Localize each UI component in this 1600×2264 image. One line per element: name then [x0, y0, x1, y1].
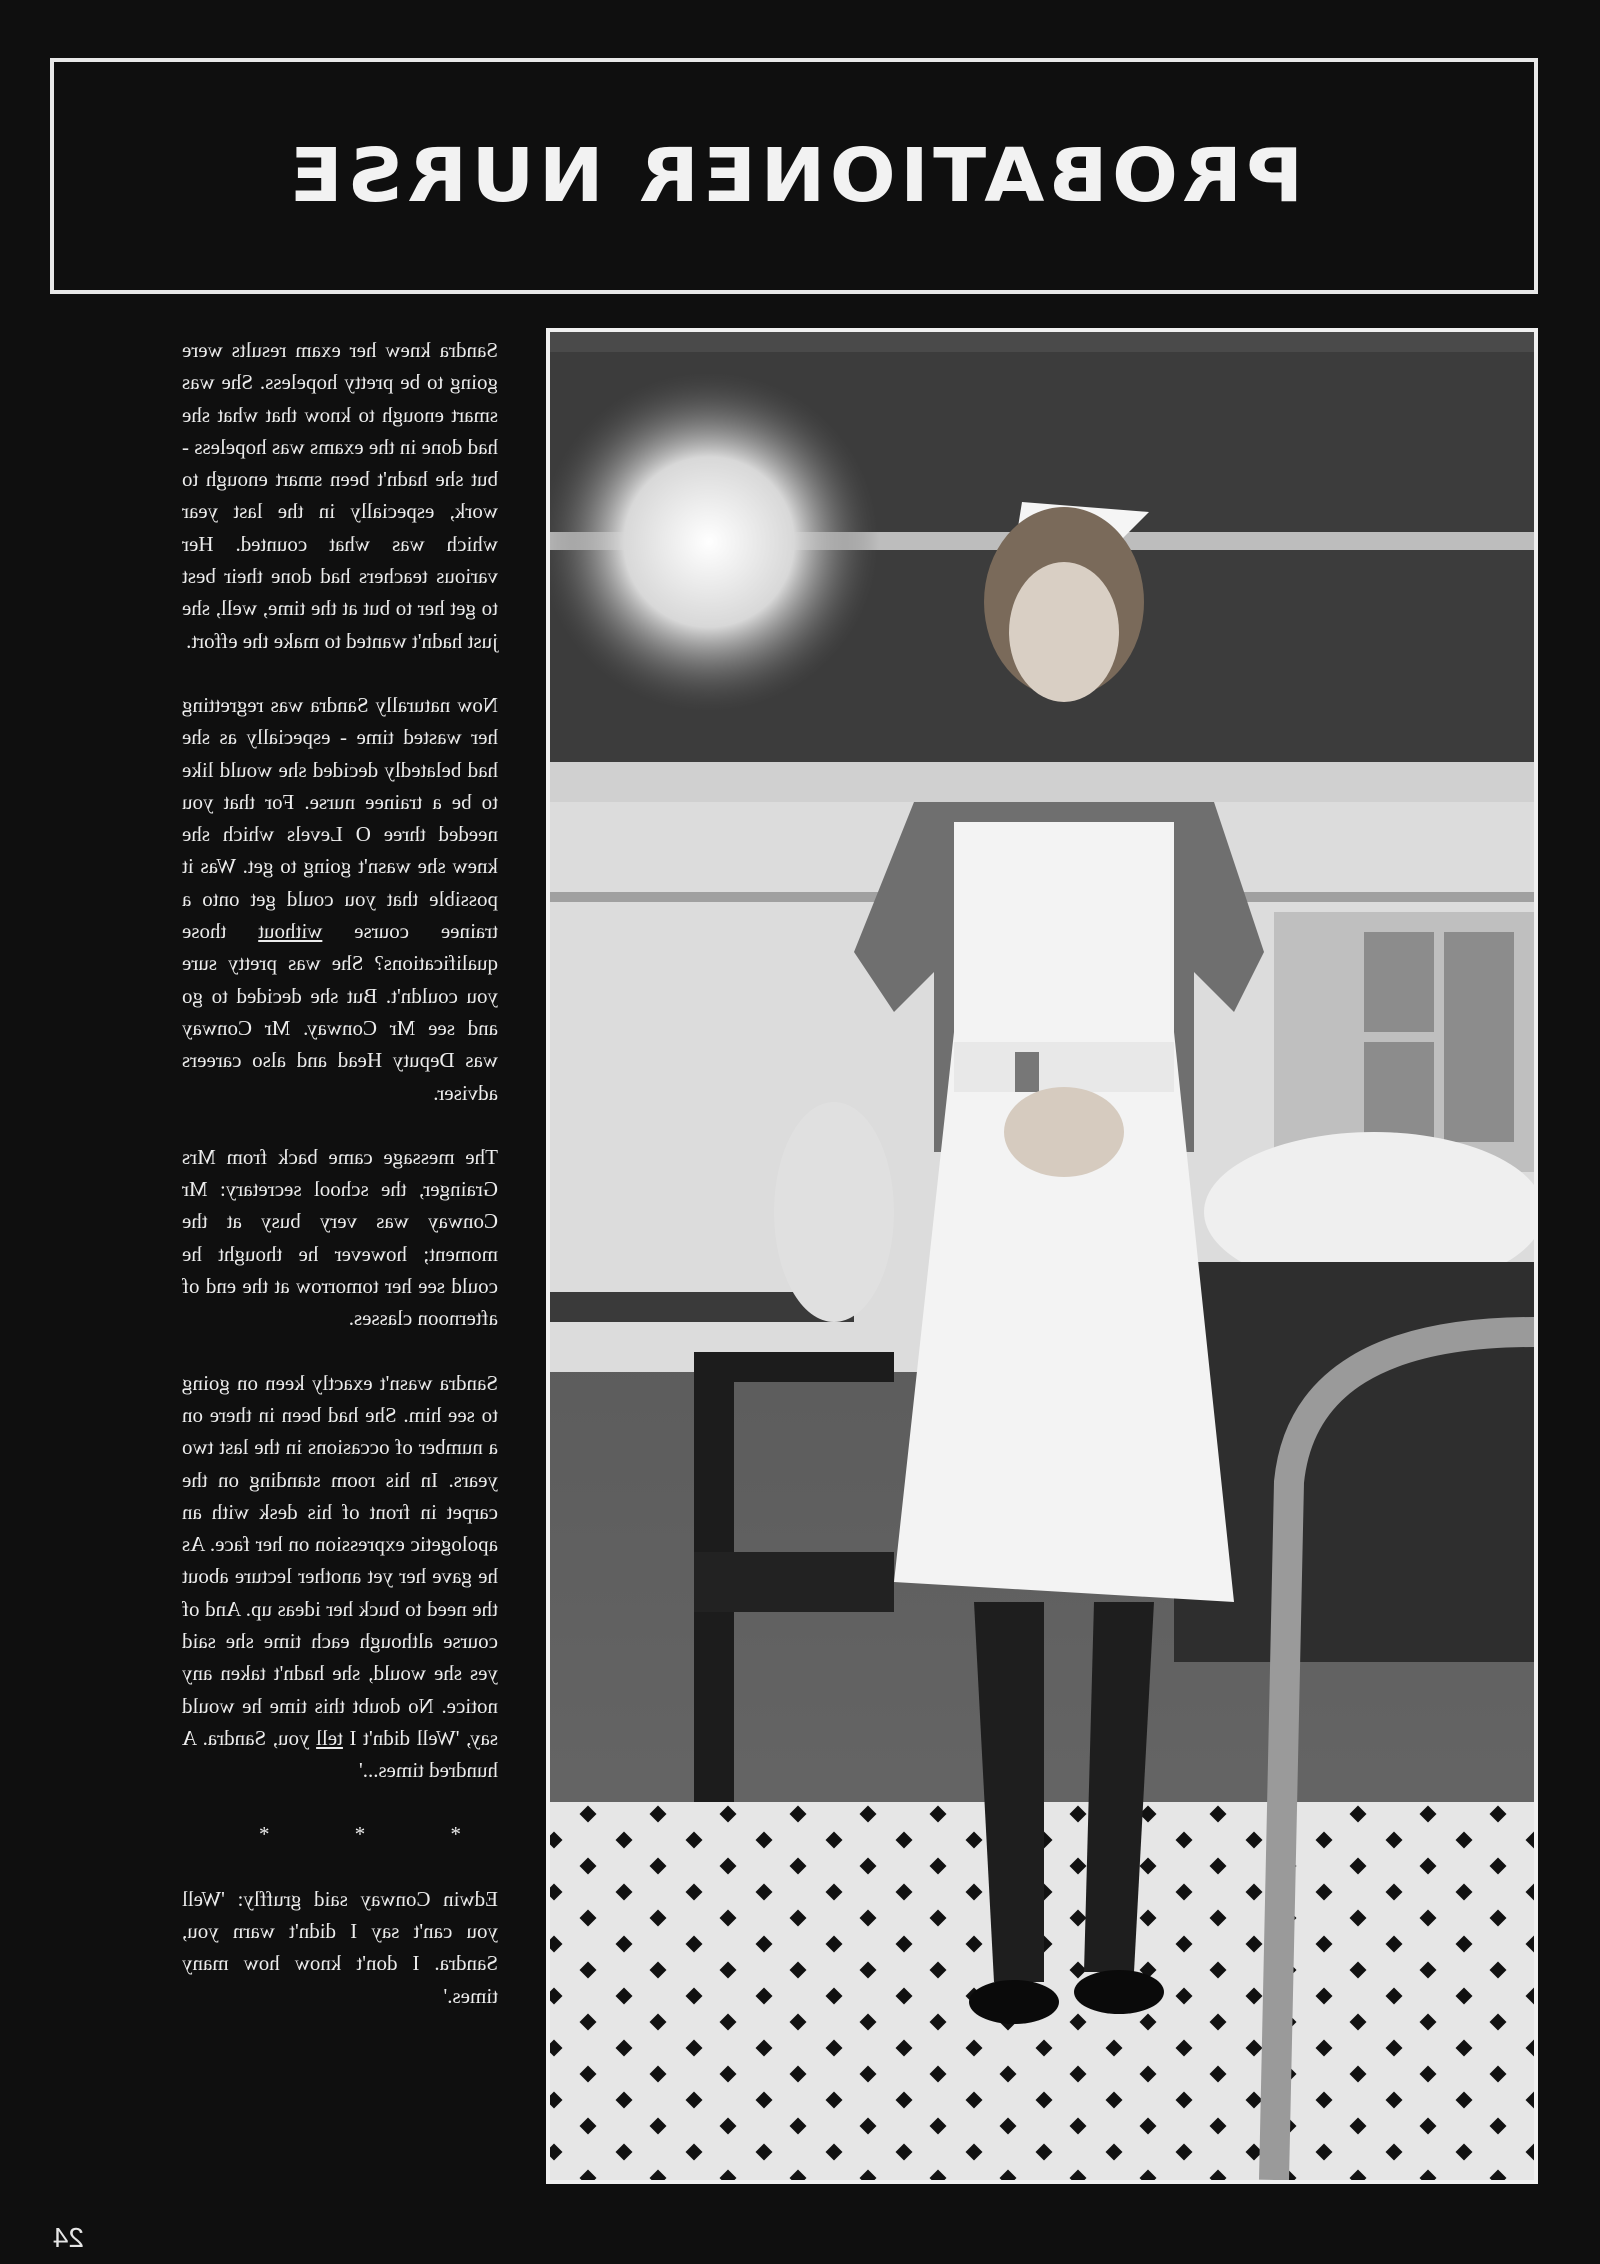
story-paragraph-4 — [182, 1367, 498, 1787]
emphasis-tell: tell — [316, 1725, 343, 1750]
story-paragraph-3: The message came back from Mrs Grainger, the school secretary: Mr Conway was very busy at the moment; however he thought he could see her tomorrow at the end of afternoon classes. — [182, 1144, 498, 1331]
page-number: 24 — [52, 2222, 84, 2253]
story-paragraph-2-start: Now naturally Sandra was regretting her wasted time - especially as she had belatedly decided she would like to be a trainee nurse. For that you needed three O Levels which she knew she wasn't going to get. Was it possible that you could get onto a trainee course — [182, 692, 498, 944]
story-paragraph-2 — [182, 689, 498, 1109]
story-text — [182, 334, 498, 2044]
story-paragraph-4-end: you, Sandra. A hundred times...' — [182, 1725, 498, 1783]
story-photo — [546, 328, 1538, 2184]
page-title: PROBATIONER NURSE — [285, 133, 1303, 219]
title-box — [50, 58, 1538, 294]
emphasis-without: without — [258, 919, 323, 944]
story-paragraph-4-start: Sandra wasn't exactly keen on going to see him. She had been in there on a number of occasions in the last two years. In his room standing on the carpet in front of his desk with an apologetic expression on her face. As he gave her yet another lecture about the need to buck her ideas up. And of course although each time she said yes she would, she hadn't taken any notice. No doubt this time he would say, 'Well didn't I — [182, 1370, 498, 1750]
section-separator: * * * — [219, 1822, 461, 1847]
story-paragraph-5: Edwin Conway said gruffly: 'Well you can't say I didn't warn you, Sandra. I don't know how many times.' — [182, 1886, 498, 2008]
photo-icon — [550, 332, 1534, 2180]
story-paragraph-2-end: those qualifications? She was pretty sure you couldn't. But she decided to go and see Mr Conway. Mr Conway was Deputy Head and also careers adviser. — [182, 919, 498, 1105]
story-paragraph-1: Sandra knew her exam results were going to be pretty hopeless. She was smart enough to know that what she had done in the exams was hopeless - but she hadn't been smart enough to work, especially in the last year which was what counted. Her various teachers had done their best to get her to but at the time, well, she just hadn't wanted to make the effort. — [182, 338, 498, 653]
